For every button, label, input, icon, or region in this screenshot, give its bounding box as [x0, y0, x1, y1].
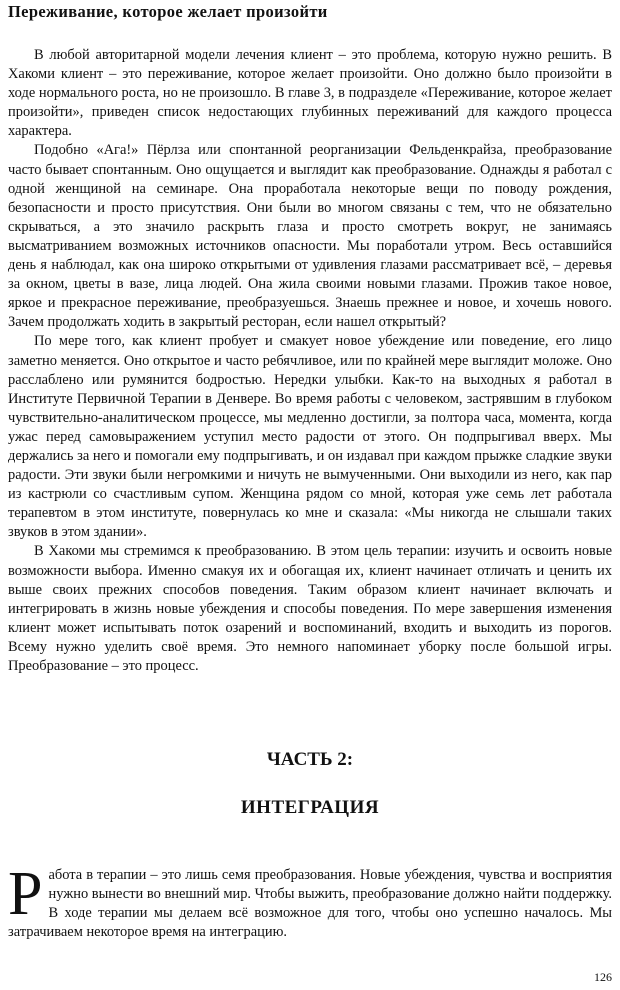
- body-text: [8, 46, 612, 676]
- intro-paragraph: [8, 860, 612, 942]
- paragraph: Подобно «Ага!» Пёрлза или спонтанной реорганизации Фельденкрайза, преобразование часто бывает спонтанным. Оно ощущается и выглядит как преобразование. Однажды я работал с одной женщиной на семинаре. Она проработала некоторые вещи по поводу рождения, безопасности и просто присутствия. Они были во многом связаны с тем, что не обязательно скрываться, а это значило раскрыть глаза и просто смотреть вокруг, не занимаясь высматриванием возможных источников опасности. Мы поработали утром. Весь оставшийся день я наблюдал, как она широко открытыми от удивления глазами рассматривает всё, – деревья за окном, цветы в вазе, лица людей. Она жила своими новыми глазами. Прожив такое новое, яркое и прекрасное переживание, преобразуешься. Знаешь прежнее и новое, и хочешь нового. Зачем продолжать ходить в закрытый ресторан, если нашел открытый?: [8, 142, 612, 331]
- paragraph: В Хакоми мы стремимся к преобразованию. В этом цель терапии: изучить и освоить новые возможности выбора. Именно смакуя их и обогащая их, клиент начинает отличать и ценить их выше своих прежних способов поведения. Таким образом клиент начинает включать и интегрировать в жизнь новые убеждения и способы поведения. По мере завершения изменения клиент может испытывать поток озарений и воспоминаний, входить и выходить из порогов. Всему нужно уделить своё время. Это немного напоминает уборку после большой игры. Преобразование – это процесс.: [8, 543, 612, 674]
- intro-text: абота в терапии – это лишь семя преобразования. Новые убеждения, чувства и восприятия нужно вынести во внешний мир. Чтобы выжить, преобразование должно найти поддержку. В ходе терапии мы делаем всё возможное для того, чтобы оно успешно началось. Мы затрачиваем некоторое время на интеграцию.: [8, 867, 612, 941]
- paragraph: В любой авторитарной модели лечения клиент – это проблема, которую нужно решить. В Хакоми клиент – это переживание, которое желает произойти. Оно должно было произойти в ходе нормального роста, но не произошло. В главе 3, в подразделе «Переживание, которое желает произойти», приведен список недостающих глубинных переживаний для каждого процесса характера.: [8, 47, 612, 140]
- paragraph: По мере того, как клиент пробует и смакует новое убеждение или поведение, его лицо заметно меняется. Оно открытое и часто ребячливое, или по крайней мере выглядит моложе. Оно расслаблено или румянится бодростью. Нередки улыбки. Как-то на выходных я работал в Институте Первичной Терапии в Денвере. Во время работы с человеком, застрявшим в глубоком чувствительно-аналитическом процессе, мы медленно достигли, за полтора часа, момента, когда ужас перед самовыражением уступил место радости от этого. Он подпрыгивал вверх. Мы держались за него и помогали ему подпрыгивать, и он издавал при каждом прыжке сладкие звуки радости. Эти звуки были негромкими и ничуть не вымученными. Они выходили из него, как пар из кастрюли со счастливым супом. Женщина рядом со мной, которая уже семь лет работала терапевтом в этом институте, повернулась ко мне и сказала: «Мы никогда не слышали таких звуков в этом здании».: [8, 333, 612, 541]
- page-number: 126: [594, 970, 612, 984]
- drop-cap: Р: [8, 860, 43, 928]
- section-heading: Переживание, которое желает произойти: [8, 2, 328, 21]
- part-number: ЧАСТЬ 2:: [266, 749, 354, 770]
- part-title: ИНТЕГРАЦИЯ: [240, 797, 380, 818]
